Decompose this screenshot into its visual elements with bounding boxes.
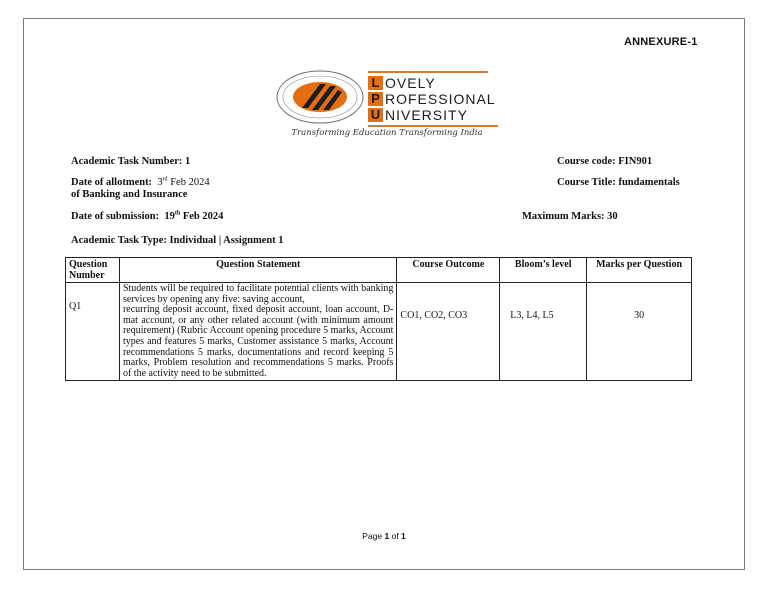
logo-word-ovely: OVELY [385, 74, 436, 91]
statement-paragraph-1: Students will be required to facilitate potential clients with banking services by opening any five: saving account, [122, 283, 394, 305]
allotment-day: 3 [157, 177, 163, 188]
course-title-continuation: of Banking and Insurance [71, 189, 188, 200]
date-of-allotment [71, 177, 210, 188]
academic-task-type: Academic Task Type: Individual | Assignment 1 [71, 235, 284, 246]
header-question-number: Question Number [66, 258, 120, 283]
course-title: Course Title: fundamentals [557, 177, 680, 188]
allotment-label: Date of allotment: [71, 177, 153, 188]
annexure-label: ANNEXURE-1 [624, 36, 698, 48]
university-logo [276, 70, 498, 140]
logo-top-rule [368, 71, 488, 73]
page-footer [0, 531, 768, 541]
submission-label: Date of submission: [71, 211, 160, 222]
course-code: Course code: FIN901 [557, 156, 653, 167]
university-emblem-icon [276, 70, 364, 124]
allotment-suffix: rd [162, 176, 168, 183]
table-row [66, 283, 692, 381]
submission-day: 19 [164, 211, 175, 222]
question-statement-cell [119, 283, 396, 381]
page-total: 1 [401, 531, 406, 541]
logo-word-rofessional: ROFESSIONAL [385, 90, 496, 107]
logo-word-niversity: NIVERSITY [385, 106, 468, 123]
logo-tagline: Transforming Education Transforming India [291, 128, 483, 138]
page-of: of [391, 531, 399, 541]
table-header-row [66, 258, 692, 283]
marks-cell: 30 [587, 283, 692, 381]
logo-row-lovely [368, 75, 496, 90]
question-number-cell: Q1 [66, 283, 120, 381]
logo-letter-u: U [368, 108, 383, 122]
submission-month-year: Feb 2024 [182, 211, 224, 222]
date-of-submission [71, 211, 223, 222]
submission-suffix: th [174, 210, 181, 217]
logo-bottom-rule [368, 125, 498, 127]
logo-letter-l: L [368, 76, 383, 90]
header-marks-per-question: Marks per Question [587, 258, 692, 283]
question-table [65, 257, 692, 381]
logo-letter-p: P [368, 92, 383, 106]
maximum-marks: Maximum Marks: 30 [522, 211, 618, 222]
page-word: Page [362, 531, 383, 541]
header-blooms-level: Bloom’s level [500, 258, 587, 283]
blooms-level-cell: L3, L4, L5 [500, 283, 587, 381]
header-question-statement: Question Statement [119, 258, 396, 283]
logo-row-professional [368, 91, 496, 106]
course-outcome-cell: CO1, CO2, CO3 [397, 283, 500, 381]
header-course-outcome: Course Outcome [397, 258, 500, 283]
logo-row-university [368, 107, 496, 122]
allotment-month-year: Feb 2024 [170, 177, 210, 188]
academic-task-number: Academic Task Number: 1 [71, 156, 191, 167]
statement-paragraph-2: recurring deposit account, fixed deposit account, loan account, D-mat account, or any other related account (with minimum amount requirement) (Rubric Account opening procedure 5 marks, Account types and features 5 marks, Customer assistance 5 marks, Account recommendations 5 marks, documentations and record keeping 5 marks, Problem resolution and recommendations 5 marks. Proofs of the activity need to be submitted. [122, 304, 394, 379]
page-current: 1 [384, 531, 390, 541]
